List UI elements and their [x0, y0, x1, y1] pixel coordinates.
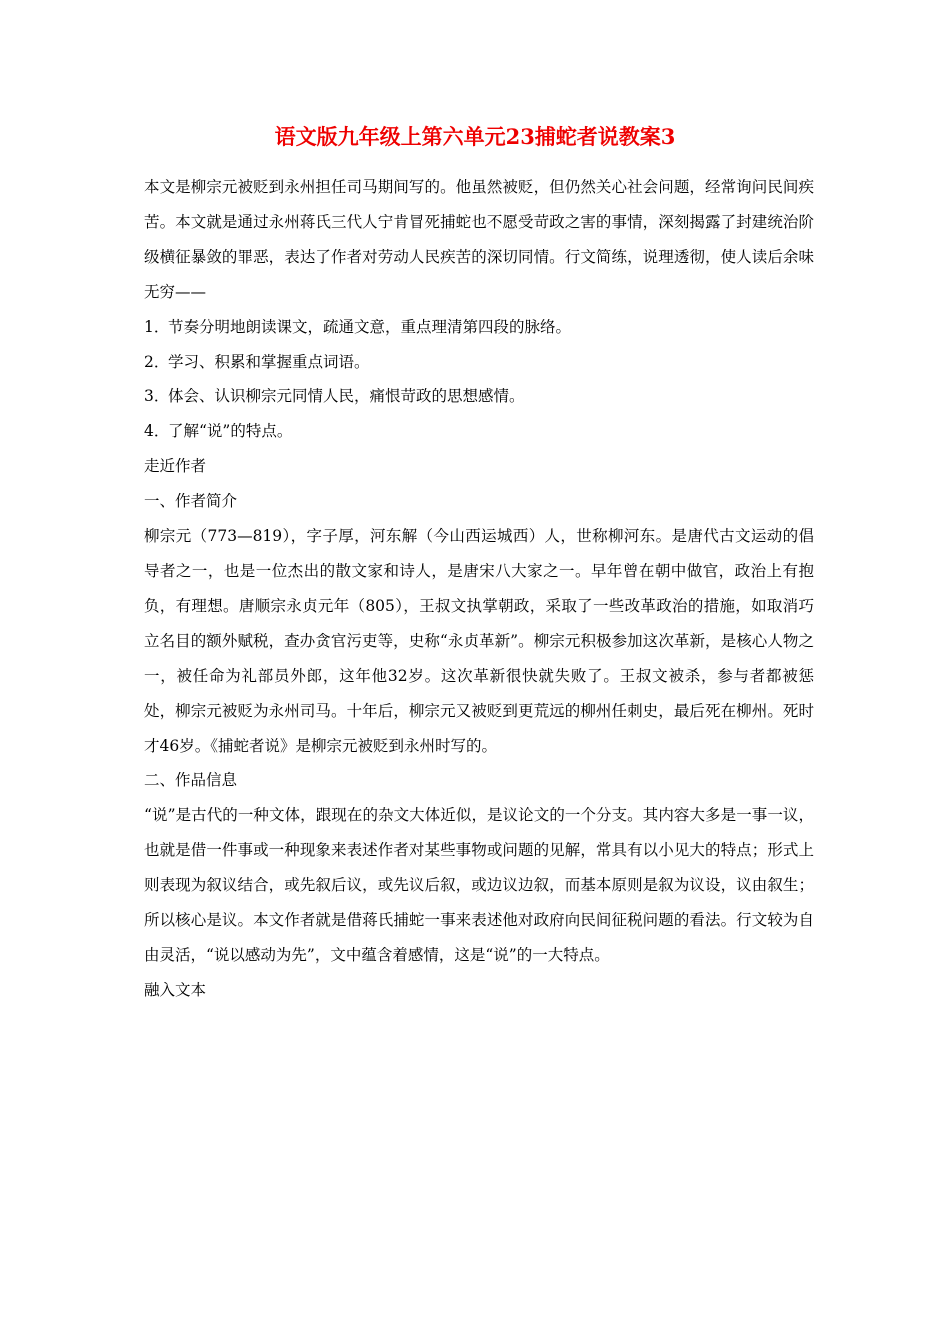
section-heading-text: 融入文本	[144, 980, 207, 999]
goal-item-3	[144, 379, 814, 414]
goal-text: 学习、积累和掌握重点词语。	[168, 352, 370, 371]
goal-text: 体会、认识柳宗元同情人民，痛恨苛政的思想感情。	[168, 387, 525, 406]
goal-text: 节奏分明地朗读课文，疏通文意，重点理清第四段的脉络。	[168, 317, 572, 336]
document-body	[144, 170, 814, 1008]
goal-text: 了解“说”的特点。	[168, 422, 293, 441]
goal-item-2	[144, 345, 814, 380]
goal-number: 4．	[144, 422, 170, 441]
work-info-paragraph: “说”是古代的一种文体，跟现在的杂文大体近似，是议论文的一个分支。其内容大多是一事一议，也就是借一件事或一种现象来表述作者对某些事物或问题的见解，常具有以小见大的特点；形式上则表现为叙议结合，或先叙后议，或先议后叙，或边议边叙，而基本原则是叙为议设，议由叙生；所以核心是议。本文作者就是借蒋氏捕蛇一事来表述他对政府向民间征税问题的看法。行文较为自由灵活，“说以感动为先”，文中蕴含着感情，这是“说”的一大特点。	[144, 806, 814, 964]
heading-author-intro: 一、作者简介	[144, 492, 238, 511]
goal-number: 1．	[144, 317, 170, 336]
section-heading-author: 走近作者	[144, 457, 207, 476]
goal-item-1	[144, 310, 814, 345]
author-bio-paragraph: 柳宗元（773—819），字子厚，河东解（今山西运城西）人，世称柳河东。是唐代古文运动的倡导者之一，也是一位杰出的散文家和诗人，是唐宋八大家之一。早年曾在朝中做官，政治上有抱负，有理想。唐顺宗永贞元年（805），王叔文执掌朝政，采取了一些改革政治的措施，如取消巧立名目的额外赋税，查办贪官污吏等，史称“永贞革新”。柳宗元积极参加这次革新，是核心人物之一，被任命为礼部员外郎，这年他32岁。这次革新很快就失败了。王叔文被杀，参与者都被惩处，柳宗元被贬为永州司马。十年后，柳宗元又被贬到更荒远的柳州任刺史，最后死在柳州。死时才46岁。《捕蛇者说》是柳宗元被贬到永州时写的。	[144, 527, 814, 755]
goal-number: 2．	[144, 352, 170, 371]
goal-item-4	[144, 414, 814, 449]
heading-work-info: 二、作品信息	[144, 771, 238, 790]
intro-paragraph: 本文是柳宗元被贬到永州担任司马期间写的。他虽然被贬，但仍然关心社会问题，经常询问民间疾苦。本文就是通过永州蒋氏三代人宁肯冒死捕蛇也不愿受苛政之害的事情，深刻揭露了封建统治阶级横征暴敛的罪恶，表达了作者对劳动人民疾苦的深切同情。行文简练，说理透彻，使人读后余味无穷——	[144, 178, 814, 301]
goal-number: 3．	[144, 387, 170, 406]
document-title: 语文版九年级上第六单元23捕蛇者说教案3	[274, 124, 676, 149]
